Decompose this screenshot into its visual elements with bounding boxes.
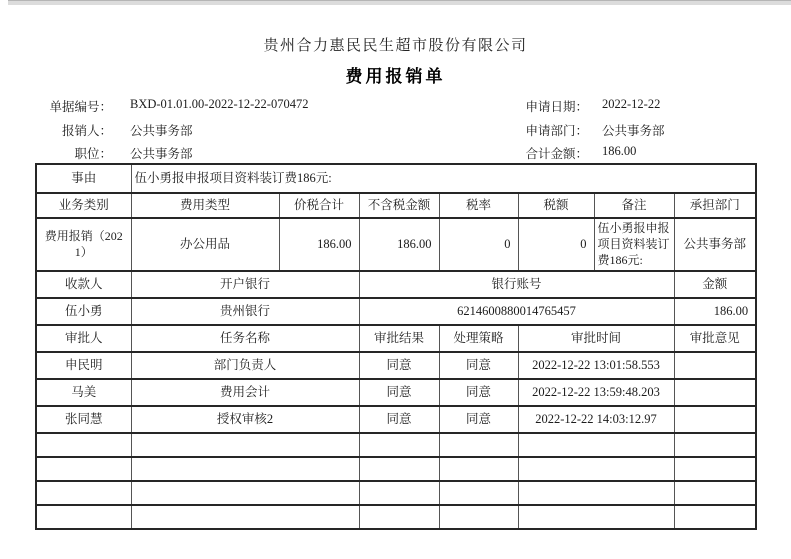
- position-value: 公共事务部: [130, 147, 193, 161]
- expense-form-table: [35, 163, 757, 530]
- empty-cell: [439, 433, 518, 457]
- cell-opinion: [674, 352, 756, 379]
- cell-tax-rate: 0: [439, 218, 518, 271]
- col-header-expense-type: 费用类型: [131, 193, 279, 218]
- empty-cell: [674, 457, 756, 481]
- empty-cell: [359, 433, 439, 457]
- col-header-total-incl-tax: 价税合计: [279, 193, 359, 218]
- cell-total-incl-tax: 186.00: [279, 218, 359, 271]
- empty-cell: [359, 457, 439, 481]
- cell-approver: 申民明: [36, 352, 131, 379]
- payee-data-row: [36, 298, 756, 325]
- page-title: 费用报销单: [345, 67, 446, 86]
- doc-no-label: 单据编号：: [49, 100, 112, 114]
- cell-approver: 马美: [36, 379, 131, 406]
- cell-time: 2022-12-22 13:59:48.203: [518, 379, 674, 406]
- company-name: 贵州合力惠民民生超市股份有限公司: [263, 38, 528, 54]
- reason-label: 事由: [36, 164, 131, 193]
- cell-amount: 186.00: [674, 298, 756, 325]
- col-header-bank: 开户银行: [131, 271, 359, 298]
- col-header-time: 审批时间: [518, 325, 674, 352]
- empty-cell: [131, 505, 359, 529]
- col-header-department: 承担部门: [674, 193, 756, 218]
- expense-data-row: [36, 218, 756, 271]
- empty-approval-row: [36, 505, 756, 529]
- approval-row: [36, 352, 756, 379]
- cell-task: 费用会计: [131, 379, 359, 406]
- cell-tax-amount: 0: [518, 218, 594, 271]
- cell-opinion: [674, 406, 756, 433]
- cell-department: 公共事务部: [674, 218, 756, 271]
- total-amount-label: 合计金额：: [525, 147, 588, 161]
- empty-cell: [518, 433, 674, 457]
- reason-row: [36, 164, 756, 193]
- col-header-result: 审批结果: [359, 325, 439, 352]
- col-header-account: 银行账号: [359, 271, 674, 298]
- empty-cell: [518, 481, 674, 505]
- col-header-approver: 审批人: [36, 325, 131, 352]
- apply-dept-value: 公共事务部: [602, 124, 665, 138]
- position-label: 职位：: [74, 147, 112, 161]
- cell-strategy: 同意: [439, 352, 518, 379]
- cell-result: 同意: [359, 379, 439, 406]
- col-header-amount-excl-tax: 不含税金额: [359, 193, 439, 218]
- expense-header-row: [36, 193, 756, 218]
- approval-header-row: [36, 325, 756, 352]
- apply-date-label: 申请日期：: [525, 100, 588, 114]
- col-header-strategy: 处理策略: [439, 325, 518, 352]
- empty-cell: [36, 481, 131, 505]
- cell-time: 2022-12-22 14:03:12.97: [518, 406, 674, 433]
- empty-cell: [518, 457, 674, 481]
- window-edge-strip: [8, 0, 791, 5]
- empty-cell: [439, 481, 518, 505]
- empty-cell: [131, 481, 359, 505]
- col-header-payee: 收款人: [36, 271, 131, 298]
- apply-dept-label: 申请部门：: [525, 124, 588, 138]
- reason-value: 伍小勇报申报项目资料装订费186元:: [131, 164, 756, 193]
- cell-task: 部门负责人: [131, 352, 359, 379]
- empty-cell: [518, 505, 674, 529]
- empty-cell: [674, 505, 756, 529]
- cell-account: 6214600880014765457: [359, 298, 674, 325]
- empty-cell: [36, 505, 131, 529]
- cell-remark: 伍小勇报申报项目资料装订费186元:: [594, 218, 674, 271]
- col-header-business-category: 业务类别: [36, 193, 131, 218]
- empty-cell: [674, 433, 756, 457]
- empty-cell: [439, 457, 518, 481]
- claimant-value: 公共事务部: [130, 124, 193, 138]
- payee-header-row: [36, 271, 756, 298]
- cell-result: 同意: [359, 406, 439, 433]
- empty-approval-row: [36, 481, 756, 505]
- cell-result: 同意: [359, 352, 439, 379]
- empty-cell: [36, 457, 131, 481]
- total-amount-value: 186.00: [602, 144, 637, 158]
- empty-cell: [36, 433, 131, 457]
- cell-strategy: 同意: [439, 379, 518, 406]
- cell-approver: 张同慧: [36, 406, 131, 433]
- doc-no-value: BXD-01.01.00-2022-12-22-070472: [130, 97, 309, 111]
- col-header-opinion: 审批意见: [674, 325, 756, 352]
- cell-bank: 贵州银行: [131, 298, 359, 325]
- cell-payee: 伍小勇: [36, 298, 131, 325]
- col-header-remark: 备注: [594, 193, 674, 218]
- col-header-amount: 金额: [674, 271, 756, 298]
- cell-amount-excl-tax: 186.00: [359, 218, 439, 271]
- empty-cell: [131, 433, 359, 457]
- empty-cell: [359, 505, 439, 529]
- approval-row: [36, 379, 756, 406]
- empty-cell: [359, 481, 439, 505]
- cell-task: 授权审核2: [131, 406, 359, 433]
- col-header-task: 任务名称: [131, 325, 359, 352]
- cell-strategy: 同意: [439, 406, 518, 433]
- cell-expense-type: 办公用品: [131, 218, 279, 271]
- cell-business-category: 费用报销（2021）: [36, 218, 131, 271]
- col-header-tax-amount: 税额: [518, 193, 594, 218]
- empty-approval-row: [36, 433, 756, 457]
- apply-date-value: 2022-12-22: [602, 97, 661, 111]
- empty-cell: [674, 481, 756, 505]
- empty-cell: [439, 505, 518, 529]
- cell-opinion: [674, 379, 756, 406]
- col-header-tax-rate: 税率: [439, 193, 518, 218]
- empty-approval-row: [36, 457, 756, 481]
- cell-time: 2022-12-22 13:01:58.553: [518, 352, 674, 379]
- empty-cell: [131, 457, 359, 481]
- claimant-label: 报销人：: [61, 124, 112, 138]
- approval-row: [36, 406, 756, 433]
